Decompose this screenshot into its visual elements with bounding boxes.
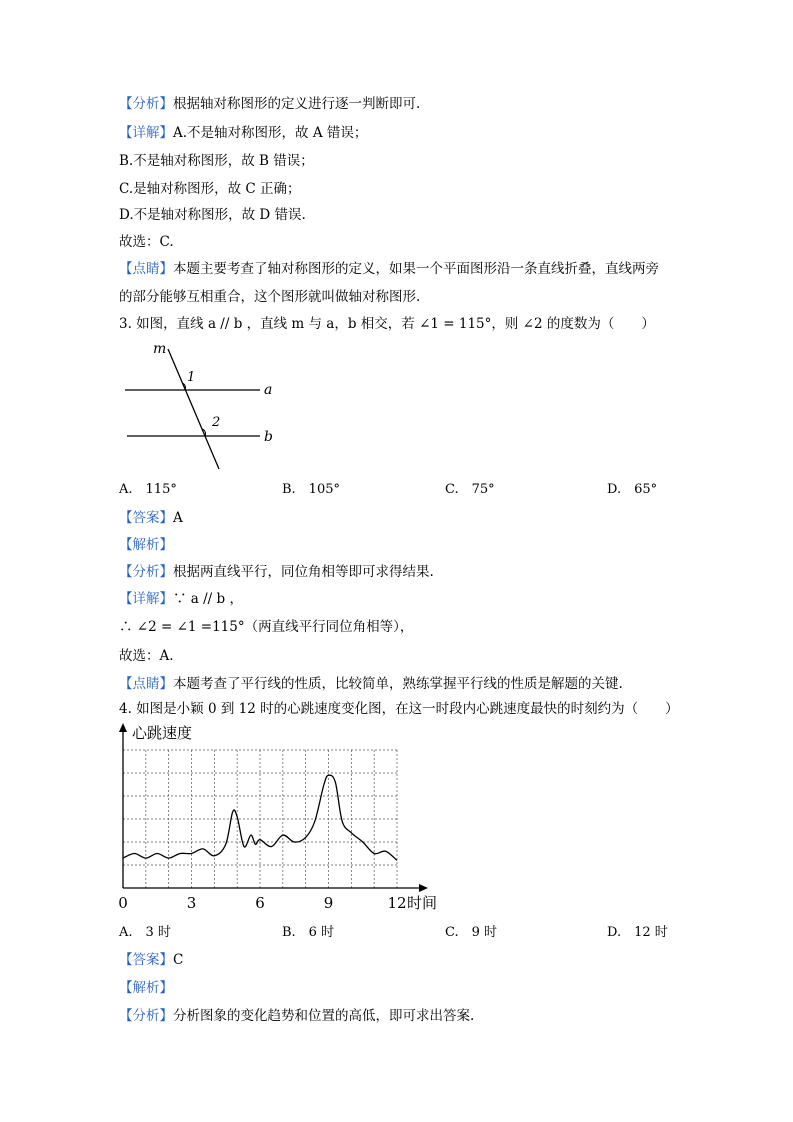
q3-comment-line (119, 675, 623, 693)
q3-choose: 故选：A. (119, 648, 174, 664)
chart-grid (123, 750, 397, 888)
q2-detail-b: B.不是轴对称图形，故 B 错误； (119, 153, 314, 169)
q2-detail-c: C.是轴对称图形，故 C 正确； (119, 181, 301, 197)
q3-analysis-text: 根据两直线平行，同位角相等即可求得结果. (173, 564, 434, 580)
q3-detail-line (119, 590, 243, 608)
x-tick-labels (118, 894, 406, 912)
q2-choose: 故选：C. (119, 234, 174, 250)
q4-option-c: C. 9 时 (445, 925, 498, 940)
q3-option-c: C. 75° (445, 482, 495, 497)
q3-comment: 本题考查了平行线的性质，比较简单，熟练掌握平行线的性质是解题的关键. (173, 676, 623, 692)
label-1: 1 (187, 370, 196, 385)
y-axis-arrow (119, 723, 127, 732)
label-2: 2 (212, 415, 221, 430)
q3-answer-line (119, 509, 183, 527)
label-b: b (264, 429, 273, 445)
q2-detail-line (119, 124, 367, 142)
q4-option-b: B. 6 时 (282, 925, 335, 940)
q2-analysis-line (119, 95, 420, 113)
q3-option-b: B. 105° (282, 482, 340, 497)
q3-detail-1: ∵ a // b ， (173, 591, 243, 607)
q2-comment-tag: 【点睛】 (119, 261, 173, 277)
q3-jiexi-tag: 【解析】 (119, 537, 173, 553)
heart-rate-chart (112, 720, 447, 918)
q4-stem: 4. 如图是小颖 0 到 12 时的心跳速度变化图，在这一时段内心跳速度最快的时刻约为（ ） (119, 701, 679, 717)
q2-detail-tag: 【详解】 (119, 125, 173, 141)
q4-analysis-tag: 【分析】 (119, 1008, 173, 1024)
label-a: a (264, 382, 273, 398)
q3-detail-2: ∴ ∠2 = ∠1 =115°（两直线平行同位角相等）， (119, 619, 414, 635)
q2-analysis-tag: 【分析】 (119, 96, 173, 112)
q3-analysis-tag: 【分析】 (119, 564, 173, 580)
q3-answer: A (173, 510, 183, 526)
label-m: m (153, 341, 167, 357)
q2-detail-d: D.不是轴对称图形，故 D 错误. (119, 207, 306, 223)
q2-detail-a: A.不是轴对称图形，故 A 错误； (173, 125, 368, 141)
q4-answer-line (119, 951, 183, 969)
q2-comment-1: 本题主要考查了轴对称图形的定义，如果一个平面图形沿一条直线折叠，直线两旁 (173, 261, 659, 277)
q4-jiexi-tag: 【解析】 (119, 980, 173, 996)
q4-option-a: A. 3 时 (119, 925, 171, 940)
q3-option-d: D. 65° (607, 482, 658, 497)
line-m (168, 349, 219, 469)
x-tick-label: 0 (118, 894, 128, 912)
y-axis-label: 心跳速度 (132, 724, 193, 742)
q3-option-a: A. 115° (119, 482, 177, 497)
x-tick-label: 12 (387, 894, 407, 912)
q3-comment-tag: 【点睛】 (119, 676, 173, 692)
x-axis-label: 时间 (407, 894, 438, 912)
x-tick-label: 6 (255, 894, 265, 912)
q2-comment-line (119, 260, 659, 278)
q4-option-d: D. 12 时 (607, 925, 668, 940)
q3-figure (115, 335, 290, 475)
q4-analysis-line (119, 1007, 474, 1025)
q4-analysis-text: 分析图象的变化趋势和位置的高低，即可求出答案. (173, 1008, 475, 1024)
q2-comment-2: 的部分能够互相重合，这个图形就叫做轴对称图形. (119, 289, 421, 305)
q3-analysis-line (119, 563, 434, 581)
q3-stem: 3. 如图，直线 a // b ，直线 m 与 a，b 相交，若 ∠1 = 115°，则 ∠2 的度数为（ ） (119, 316, 655, 332)
x-tick-label: 3 (186, 894, 197, 912)
x-tick-label: 9 (323, 894, 334, 912)
q3-answer-tag: 【答案】 (119, 510, 173, 526)
q4-answer-tag: 【答案】 (119, 952, 173, 968)
q2-analysis-text: 根据轴对称图形的定义进行逐一判断即可. (173, 96, 421, 112)
q3-detail-tag: 【详解】 (119, 591, 173, 607)
x-axis-arrow (419, 884, 428, 892)
q4-answer: C (173, 952, 184, 968)
